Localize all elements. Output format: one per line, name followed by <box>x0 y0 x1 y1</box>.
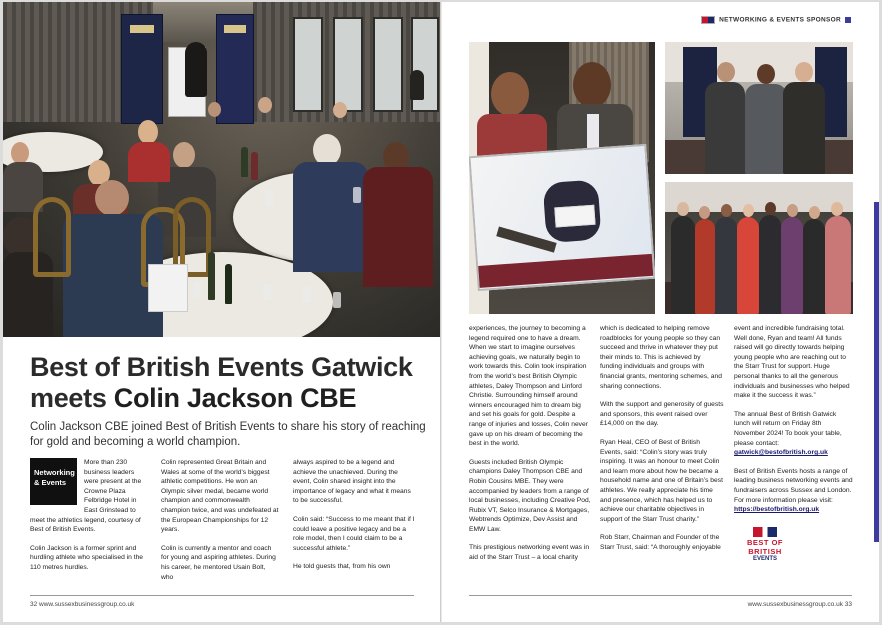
networking-events-badge: Networking & Events <box>30 458 77 505</box>
page-footer-left: 32 www.sussexbusinessgroup.co.uk <box>30 595 414 608</box>
booking-email-link[interactable]: gatwick@bestofbritish.org.uk <box>734 449 828 457</box>
paragraph: He told guests that, from his own <box>293 563 391 571</box>
square-icon <box>845 17 851 23</box>
article-headline: Best of British Events Gatwick meets Colin Jackson CBE <box>30 352 413 413</box>
left-column-3 <box>293 458 415 581</box>
left-page <box>3 2 441 622</box>
right-column-2 <box>600 324 724 561</box>
left-column-2 <box>161 458 279 591</box>
paragraph: which is dedicated to helping remove roadblocks for young people so they can succeed and thrive in whatever they put their minds to. This is achieved by funding individuals and groups with financial grants, mentoring schemes, and sharing connections. <box>600 325 722 390</box>
section-header: NETWORKING & EVENTS SPONSOR <box>701 16 851 24</box>
event-audience-photo <box>3 2 441 337</box>
paragraph: always aspired to be a legend and achieve the unachieved. During the event, Colin shared insight into the importance of legacy and what it means to be successful. <box>293 459 411 505</box>
paragraph: With the support and generosity of guests and sponsors, this event raised over £14,000 on the day. <box>600 401 724 428</box>
article-standfirst: Colin Jackson CBE joined Best of British Events to share his story of reaching for gold and becoming a world champion. <box>30 421 426 448</box>
paragraph: Rob Starr, Chairman and Founder of the Starr Trust, said: “A thoroughly enjoyable <box>600 534 721 551</box>
table-card <box>148 264 188 312</box>
best-of-british-logo: BEST OF BRITISH EVENTS <box>735 526 795 564</box>
right-column-1 <box>469 324 591 572</box>
paragraph: Colin said: “Success to me meant that if I could leave a positive legacy and be a role model, then I could claim to be a successful athlete.” <box>293 515 415 552</box>
paragraph: Ryan Heal, CEO of Best of British Events, said: “Colin’s story was truly inspiring. It was an honour to meet Colin and learn more about how he became a household name and one of Britain’s best athletes. We really appreciate his time and presence, which has helped us to achieve our charitable objectives in support of the Starr Trust charity.” <box>600 438 723 523</box>
paragraph: More than 230 business leaders were present at the Crowne Plaza Felbridge Hotel in East Grinstead to meet the athletics legend, courtesy of Best of British Events. <box>30 459 142 534</box>
page-footer-right: www.sussexbusinessgroup.co.uk 33 <box>469 595 852 608</box>
paragraph: Colin is currently a mentor and coach for young and aspiring athletes. During his career, he mentored Usain Bolt, who <box>161 544 276 581</box>
right-column-3 <box>734 324 854 524</box>
signed-poster <box>469 144 655 291</box>
paragraph: Guests included British Olympic champions Daley Thompson CBE and Robin Cousins MBE. They were accompanied by leaders from a range of local businesses, including Creative Pod, Rubix VT, Selco Insurance & Mortgages, Webtrends Optimize, Dev Assist and EMW Law. <box>469 458 591 533</box>
paragraph: The annual Best of British Gatwick lunch will return on Friday 8th November 2024! To book your table, please contact: gatwick@bestofbritish.org.uk <box>734 410 842 457</box>
paragraph: Colin Jackson is a former sprint and hurdling athlete who specialised in the 110 metres hurdles. <box>30 544 144 571</box>
website-link[interactable]: https://bestofbritish.org.uk <box>734 506 820 514</box>
accent-bar <box>874 202 879 542</box>
right-page <box>442 2 879 622</box>
paragraph: event and incredible fundraising total. Well done, Ryan and team! All funds raised will go directly towards helping young people who are reaching out to the Starr Trust for support. Huge personal thanks to all the generous individuals and businesses who helped make it the success it was.” <box>734 325 850 400</box>
paragraph: experiences, the journey to becoming a legend required one to have a dream. When we start to imagine ourselves achieving goals, we naturally begin to work towards this. Colin took inspiration from the world’s best British Olympic athletes, Daley Thompson and Linford Christie. Surrounding himself around winners encouraged him to dream big and set his goals for gold. Despite a range of injuries and losses, Colin never gave up on his dream of becoming the best in the world. <box>469 325 588 448</box>
photo-group-guests <box>665 182 853 314</box>
union-flag-icon <box>753 527 777 537</box>
paragraph: This prestigious networking event was in aid of the Starr Trust – a local charity <box>469 544 590 562</box>
paragraph: Colin represented Great Britain and Wales at some of the world’s biggest athletic competitions. He won an Olympic silver medal, became world champion and commonwealth champion twice, and was undefeated at the European Championships for 12 years. <box>161 459 279 534</box>
photo-three-guests <box>665 42 853 174</box>
sponsor-logo-icon <box>701 16 715 24</box>
left-column-1 <box>30 458 146 582</box>
photo-signed-poster <box>469 42 655 314</box>
paragraph: Best of British Events hosts a range of leading business networking events and fundraisers across Sussex and London. For more information please visit: https://bestofbritish.org.uk <box>734 467 853 514</box>
